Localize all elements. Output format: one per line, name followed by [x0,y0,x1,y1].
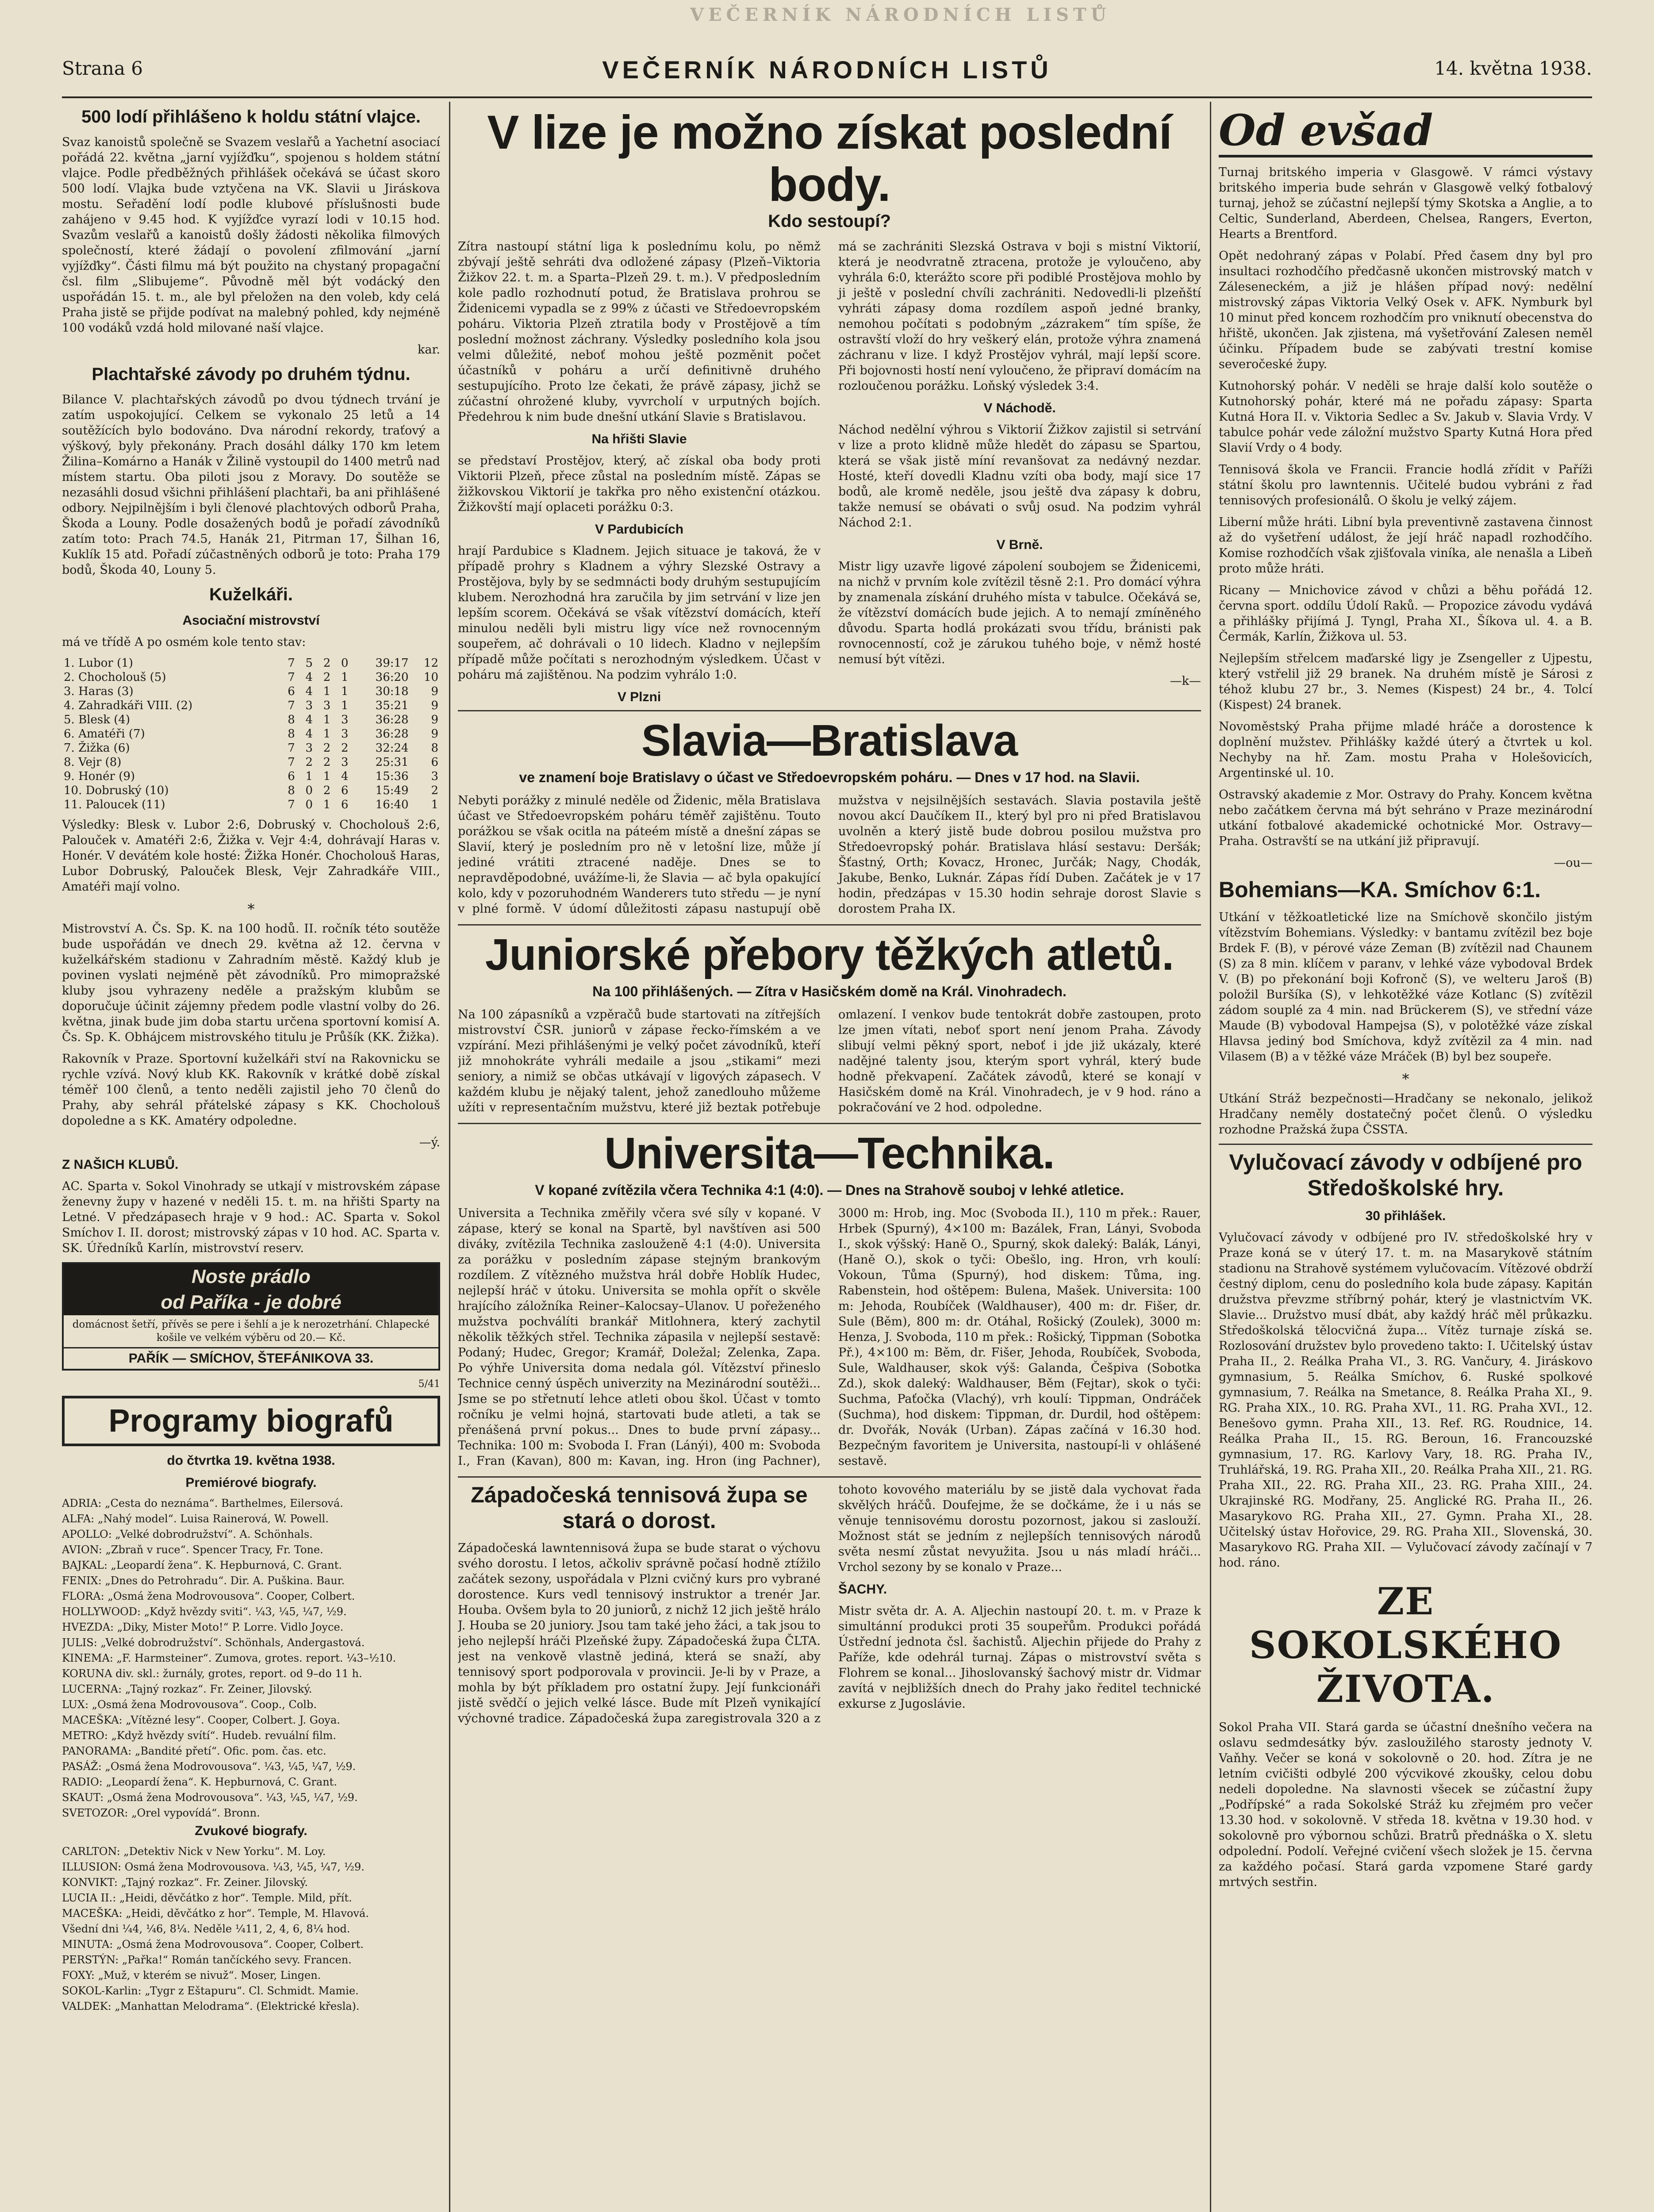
team-cell: 10. Dobruský (10) [64,784,169,797]
sokol-article: Sokol Praha VII. Stará garda se účastní dnešního večera na oslavu sedmdesátky býv. zasloužilého starosty jednoty V. Vaňhy. Večer se koná v sokolovně o 20. hod. Zítra je ne letním cvičišti odbylé 200 výcvikové zkoušky, celou dobu nedeli dopoledne. Na slavnosti všecek se zúčastní župy „Podřípské“ a rada Sokolské Stráž ku zřejmém pro večer 13.30 hod. v sokolovně. V středa 18. května v 19.30 hod. v sokolovně pro výbornou schůzi. Bratrů přednáška o X. sletu odpolední. Podolí. Veřejné cvičení všech složek je 15. června za každého počasí. Stará garda vzpomene Staré gardy mrtvých sestřin. [1219,1720,1593,1889]
news-ostrava-signature: —ou— [1554,856,1593,870]
stat-cell: 0 [305,784,313,797]
stat-cell: 8 [288,713,295,726]
archive-stamp: VEČERNÍK NÁRODNÍCH LISTŮ [690,4,1111,25]
universita-article: Universita a Technika změřily včera své síly v kopané. V zápase, který se konal na Spartě, byl navštíven asi 500 diváky, zvítězila Technika zaslouženě 4:1 (4:0). Universita za porážku v posledním zápase stejným brankovým rozdílem. Z vítězného mužstva hrál dobře Hoblík Hudec, nejlepší hráč v útoku. Universita se mohla opřít o skvěle hrajícího záložníka Reiner–Kalocsay–Ulanov. U pořeženého mužstva pochválíti brankář Mitlohnera, který zachytil několik těžkých střel. Technika zápasila v nejlepší sestavě: Podaný; Hudec, Gregor; Kramář, Doležal; Zelenka, Zapa. Po výhře Universita doma nedala gól. Vítězství přineslo Technice cenný úspěch univerzity na Mezinárodní soutěži... Jsme se po střetnutí lehce atleti obou škol. Účast v tomto ročníku je velmi hojná, startovati bude atleti, a tak se přenášená první pokus... Dnes to bude první zápasy... Technika: 100 m: Svoboda I. Fran (Lánýi), 400 m: Svoboda I., Fran (Kavan), 800 m: Kavan, ing. Hron (ing Pachner), 3000 m: Hrob, ing. Moc (Svoboda II.), 110 m přek.: Rauer, Hrbek (Spurný), 4×100 m: Bazálek, Fran, Lányi, Svoboda I., skok výšský: Haně O., Spurný, skok daleký: Balák, Lányi, (Haně O.), skok o tyči: Obešlo, ing. Hron, vrh koulí: Vokoun, Tůma (Spurný), hod diskem: Tůma, ing. Rabenstein, hod oštěpem: Bulena, Mašek. Universita: 100 m: Jehoda, Roubíček (Waldhauser), 400 m: dr. Fišer, dr. Sule (Běm), 800 m: dr. Otáhal, Rošický (Zoulek), 3000 m: Henza, J. Svoboda, 110 m přek.: Rošický, Tippman (Sobotka Př.), 4×100 m: Běm, dr. Fišer, Jehoda, Roubíček, Svoboda, Sule, Waldhauser, skok výš: Galanda, Češpiva (Sobotka Zd.), skok daleký: Waldhauser, Běm (Fejtar), skok o tyči: Suchma, Paťočka (Vlachý), vrh koulí: Tippman, Ondráček (Suchma), hod diskem: Tippman, dr. Durdil, hod oštěpem: dr. Dvořák, Novák (Urban). Zápas začíná v 16.30 hod. Bezpečným favoritem je Universita, nastoupí-li v ohlášené sestavě. [458,1206,1201,1468]
universita-deck: V kopané zvítězila včera Technika 4:1 (4:0). — Dnes na Strahově souboj v lehké atletice. [535,1182,1124,1198]
sokol-headline: ZE SOKOLSKÉHO ŽIVOTA. [1249,1579,1562,1711]
team-cell: 7. Žižka (6) [64,741,130,755]
stat-cell: 1 [323,727,331,741]
junior-headline: Juniorské přebory těžkých atletů. [485,930,1174,979]
cinema-entry: JULIS: „Velké dobrodružství“. Schönhals, Andergastová. [62,1636,365,1649]
standings-row [62,670,440,684]
stat-cell: 9 [431,685,438,698]
stat-cell: 6 [288,685,295,698]
team-cell: 9. Honér (9) [64,770,135,783]
stat-cell: 4 [341,770,349,783]
stat-cell: 7 [288,671,295,684]
right-column [1219,106,1593,2212]
stat-cell: 9 [431,713,438,726]
stat-cell: 6 [341,798,349,811]
left-column [62,106,440,2212]
stat-cell: 4 [305,671,313,684]
stat-cell: 2 [341,741,349,755]
league-headline: V lize je možno získat poslední body. [487,106,1172,211]
clubs-article: AC. Sparta v. Sokol Vinohrady se utkají v mistrovském zápase ženevny župy v hazené v neděli 15. t. m. na hřišti Sparty na Letné. V předzápasech hraje v 9 hod.: AC. Sparta v. Sokol Smíchov I. II. dorost; mistrovský zápas v 10 hod. AC. Sparta v. SK. Úředníků Karlín, mistrovství reserv. [62,1179,440,1255]
bowling-standings-table [62,656,440,812]
tennis-headline: Západočeská tennisová župa se stará o dorost. [471,1482,808,1533]
cinema-entry: FOXY: „Muž, v kterém se nivuž“. Moser, Lingen. [62,1969,321,1982]
boats-signature: kar. [418,343,440,357]
pardubice-heading: V Pardubicích [595,522,684,537]
cinema-entry: MACEŠKA: „Vítězné lesy“. Cooper, Colbert. J. Goya. [62,1714,340,1726]
stat-cell: 36:20 [375,671,409,684]
laundry-advert [62,1262,440,1371]
stat-cell: 2 [323,657,331,670]
team-cell: 6. Amatéři (7) [64,727,145,741]
advert-line-2: od Paříka - je dobré [64,1290,438,1315]
rakovnik-article: Rakovník v Praze. Sportovní kuželkáři ství na Rakovnicku se rychle vzívá. Nový klub KK. Rakovník v krátké době získal téměř 100 členů, a tento neděli zajistil jeho 70 členů do Prahy, aby sehrál přátelské zápasy s KK. Chocholouš dopoledne a s KK. Amatéry odpoledne. [62,1052,440,1128]
cinema-entry: PANORAMA: „Bandité přetí“. Ofic. pom. čas. etc. [62,1745,326,1757]
stat-cell: 3 [305,699,313,712]
standings-row [62,727,440,741]
stat-cell: 16:40 [375,798,409,811]
stat-cell: 1 [305,770,313,783]
cinema-entry: LUCIA II.: „Heidi, děvčátko z hor“. Temple. Mild, přít. [62,1892,352,1904]
stat-cell: 3 [323,699,331,712]
cinema-entry: APOLLO: „Velké dobrodružství“. A. Schönhals. [62,1528,313,1540]
stat-cell: 0 [341,657,349,670]
short-news-masthead: Od evšad [1219,106,1593,157]
stat-cell: 9 [431,727,438,741]
cinema-programs-banner: Programy biografů [62,1396,440,1446]
nachod-heading: V Náchodě. [983,401,1056,415]
stat-cell: 32:24 [375,741,409,755]
stat-cell: 30:18 [375,685,409,698]
hradcany-article: Utkání Stráž bezpečnosti—Hradčany se nekonalo, jelikož Hradčany neměly dostatečný počet členů. O výsledku rozhodne Pražská župa ČSSTA. [1219,1092,1593,1137]
cinema-entry: BAJKAL: „Leopardí žena“. K. Hepburnová, C. Grant. [62,1559,342,1571]
glider-headline: Plachtařské závody po druhém týdnu. [92,365,411,384]
stat-cell: 3 [341,727,349,741]
stat-cell: 5 [305,657,313,670]
stat-cell: 1 [341,685,349,698]
stat-cell: 2 [323,671,331,684]
section-rule [458,1123,1201,1124]
team-cell: 1. Lubor (1) [64,657,133,670]
stat-cell: 8 [288,727,295,741]
stat-cell: 7 [288,741,295,755]
boats-headline: 500 lodí přihlášeno k holdu státní vlajce. [81,107,421,127]
brno-article: Mistr ligy uzavře ligové zápolení soubojem se Židenicemi, na nichž v prvním kole zvítězil těsně 2:1. Pro domácí výhra by znamenala získání druhého místa v tabulce. Očekává se, že vítězství domácích bude jejich. A to nemají zmíněného důvodu. Sparta hodlá prokázati svou třídu, bránisti pak rovnocenností, což je zárukou tuhého boje, v němž hosté nemusí být vítězi. [838,560,1201,666]
masthead-rule [62,96,1592,98]
cinema-entry: RADIO: „Leopardí žena“. K. Hepburnová, C. Grant. [62,1776,337,1788]
cinema-entry: MINUTA: „Osmá žena Modrovousova“. Cooper, Colbert. [62,1938,364,1951]
volleyball-subhead: 30 přihlášek. [1365,1209,1446,1223]
premiere-cinema-list [62,1497,440,1820]
bowling-intro: má ve třídě A po osmém kole tento stav: [62,635,306,649]
stat-cell: 3 [341,713,349,726]
standings-row [62,755,440,769]
stat-cell: 7 [288,756,295,769]
stat-cell: 2 [323,784,331,797]
cinema-entry: CARLTON: „Detektiv Nick v New Yorku“. M. Loy. [62,1845,326,1858]
brno-heading: V Brně. [996,538,1043,552]
slavie-article: se představí Prostějov, který, ač získal oba body proti Viktorii Plzeň, přece zůstal na posledním místě. Zápas se žižkovskou Viktorií je takřka pro něho existenční otázkou. Žižkovští mají oplaceti porážku 0:3. [458,454,821,514]
stat-cell: 4 [305,685,313,698]
bowling-results: Výsledky: Blesk v. Lubor 2:6, Dobruský v. Chocholouš 2:6, Palouček v. Amatéři 2:6, Žižka v. Vejr 4:4, dohrávají Haras v. Honér. V devátém kole hosté: Žižka Honér. Chocholouš Haras, Lubor Dobruský, Palouček Blesk, Vejr Zahradkáře VIII., Amatéři mají volno. [62,818,440,894]
boats-article: Svaz kanoistů společně se Svazem veslařů a Yachetní asociací pořádá 22. května „jarní vyjížďku“, spojenou s holdem státní vlajce. Podle předběžných přihlášek očekává se účast skoro 500 lodí. Vlajka bude vztyčena na VK. Slavii u Jiráskova mostu. Seřadění lodí podle klubové příslušnosti bude zahájeno v 9.45 hod. K vyjížďce vyrazí lodi v 10.15 hod. Svazům veslařů a kanoistů došly žádosti několika filmových společností, které žádají o povolení zfilmování „jarní vyjížďky“. Části filmu má být použito na chystaný propagační čsl. film „Slibujeme“. Původně měl být vodácký den uspořádán 15. t. m., ale byl přeložen na den voleb, kdy celá Praha jistě se přijde podívat na malebný pohled, kdy nejméně 100 vodáků vzdá hold milované naší vlajce. [62,135,440,335]
news-hungarian-scorer: Nejlepším střelcem maďarské ligy je Zsengeller z Ujpestu, který vstřelil již 29 branek. Na druhém místě je Sárosi z téhož klubu 27 br., 3. Nemes (Kispest) 24 br., 4. Tolcí (Kispest) 24 branek. [1219,652,1593,712]
standings-row [62,741,440,755]
junior-article: Na 100 zápasníků a vzpěračů bude startovati na zítřejších mistrovství ČSR. juniorů v zápase řecko-římském a ve vzpírání. Mezi přihlášenými je velký počet závodníků, kteří již mnohokráte vyhráli medaile a jsou „stikami“ mezi seniory, a nimiž se občas utkávají v ligových zápasech. V každém klubu je nějaký talent, jehož zanedlouho můžeme užíti v representačním mužstvu, které již beztak potřebuje omlazení. I venkov bude tentokrát dobře zastoupen, proto lze jmen vítati, neboť sport není jenom Praha. Závody slibují velmi pěkný sport, neboť i jde již ukázaly, které nadějné talenty jsou, kterým sport vyhrál, který bude hodně překvapení. Začátek závodů, které se konají v Hasičském domě na Král. Vinohradech, je v 9 hod. ráno a pokračování ve 2 hod. odpoledne. [458,1008,1201,1114]
universita-headline: Universita—Technika. [604,1129,1055,1178]
stat-cell: 3 [305,741,313,755]
stat-cell: 1 [341,699,349,712]
volleyball-headline: Vylučovací závody v odbíjené pro Středoškolské hry. [1229,1150,1582,1200]
standings-row [62,783,440,798]
chess-article: Mistr světa dr. A. A. Aljechin nastoupí 20. t. m. v Praze k simultánní produkci proti 35 soupeřům. Produkci pořádá Ústřední jednota čsl. šachistů. Aljechin přijede do Prahy z Paříže, kde odehrál turnaj. Zápas o mistrovství světa s Flohrem se konal... Jihoslovanský šachový mistr dr. Vidmar zavítá v nejbližších dnech do Prahy jako ředitel technické exkurse z Jugoslávie. [838,1604,1201,1711]
standings-row [62,769,440,783]
issue-date: 14. května 1938. [1434,58,1592,79]
separator-star: * [247,901,255,918]
bowling-championship: Mistrovství A. Čs. Sp. K. na 100 hodů. II. ročník této soutěže bude uspořádán ve dnech 29. května až 12. června v kuželkářském stadionu v Zahradním městě. Každý klub je povinen vyslati nejméně pět závodníků. Pro mimopražské kluby jsou vyhrazeny neděle a pražským klubům se doporučuje účinit zájemny předem podle vlastní volby do 26. května, jinak bude jim doba startu určena sportovní komisí A. Čs. Sp. K. Obhájcem mistrovského titulu je Průšík (KK. Žižka). [62,922,440,1044]
standings-row [62,798,440,812]
cinema-entry: SVETOZOR: „Orel vypovídá“. Bronn. [62,1807,260,1819]
middle-column [458,106,1201,2212]
news-polabi: Opět nedohraný zápas v Polabí. Před časem dny byl pro insultaci rozhodčího předčasně ukončen mistrovský match v Záleseneckém, a již je hlášen případ nový: nedělní mistrovský zápas Viktoria Velký Osek v. AFK. Nymburk byl 10 minut před koncem rozhodčím pro vniknutí obecenstva do hřiště, ukončen. Jak zjistena, má vyšetřování Zalesen neměl účinku. Případem bude se zabývati trestní komise severočeské župy. [1219,249,1593,371]
news-kutnohorsky: Kutnohorský pohár. V neděli se hraje další kolo soutěže o Kutnohorský pohár, které má ne pořadu zápasy: Sparta Kutná Hora II. v. Viktoria Sedlec a Sv. Jakub v. Slavia Vrdy. V tabulce pohár vede záložní mužstvo Sparty Kutná Hora před Slavií Vrdy o 4 body. [1219,379,1593,455]
slavie-heading: Na hřišti Slavie [591,432,687,446]
slavia-deck: ve znamení boje Bratislavy o účast ve Středoevropském poháru. — Dnes v 17 hod. na Slavii. [519,769,1140,785]
stat-cell: 7 [288,657,295,670]
stat-cell: 8 [431,741,438,755]
plzen-heading: V Plzni [617,690,661,704]
league-subhead: Kdo sestoupí? [768,211,891,231]
team-cell: 2. Chocholouš (5) [64,671,166,684]
stat-cell: 4 [305,713,313,726]
advert-small-print: domácnost šetří, přívěs se pere i šehlí a je k nerozetrhání. Chlapecké košile ve velkém výběru od 20.— Kč. [72,1319,430,1344]
page-label: Strana 6 [62,58,143,79]
cinema-entry: PASÁŽ: „Osmá žena Modrovousova“. ¼3, ¼5, ¼7, ½9. [62,1760,356,1773]
bowling-headline: Kuželkáři. [209,585,293,604]
stat-cell: 9 [431,699,438,712]
separator-star: * [1402,1071,1409,1087]
bohemians-article: Utkání v těžkoatletické lize na Smíchově skončilo jistým vítězstvím Bohemians. Výsledky: v bantamu zvítězil bez boje Brdek F. (B), v pérové váze Zeman (B) zvítězil nad Chaunem (S) za 8 min. klíčem v paranv, v lehké váze vybodoval Brdek V. (B) po překonání boji Kofronč (S), ve welteru Jaroš (B) položil Buršíka (S), v lehkotěžké váze Kotlanc (S) zvítězil zádom souplé za 4 min. nad Brückerem (S), ve střední váze Maude (B) vybodoval Hampejsa (S), v polotěžké váze získal Hlavsa jediný bod Smíchova, když zvítězil za 4 min. nad Vilasem (B) a v těžké váze Mráček (B) byl bez soupeře. [1219,910,1593,1064]
standings-row [62,684,440,699]
cinema-entry: ALFA: „Nahý model“. Luisa Rainerová, W. Powell. [62,1513,329,1525]
stat-cell: 6 [288,770,295,783]
cinema-entry: LUCERNA: „Tajný rozkaz“. Fr. Zeiner, Jilovský. [62,1683,312,1695]
stat-cell: 3 [431,770,438,783]
cinema-entry: METRO: „Když hvězdy svítí“. Hudeb. revuální film. [62,1729,337,1742]
stat-cell: 15:36 [375,770,409,783]
column-divider-right [1210,102,1211,2212]
stat-cell: 7 [288,798,295,811]
cinema-entry: Všední dni ¼4, ¼6, 8¼. Neděle ¼11, 2, 4, 6, 8¼ hod. [62,1923,350,1935]
rakovnik-signature: —ý. [419,1136,440,1149]
team-cell: 5. Blesk (4) [64,713,130,726]
cinema-entry: ADRIA: „Cesta do neznáma“. Barthelmes, Eilersová. [62,1497,343,1509]
stat-cell: 6 [341,784,349,797]
cinema-entry: ILLUSION: Osmá žena Modrovousova. ¼3, ¼5, ¼7, ½9. [62,1861,365,1873]
plzen-article: má se zachrániti Slezská Ostrava v boji s mistní Viktorií, která je neodvratně ztracena, protože je vyloučeno, aby vyhrála 6:0, kterážto score při podiblé Prostějova mohlo by ji ještě v poslední chvíli zachrániti. Nedovedli-li plzeňští vyhráti zápasy doma rozdílem aspoň jedné branky, nemohou počítati s podobným „zázrakem“ tím spíše, že ostravští vloží do hry veškerý elán, protože výhra znamená záchranu v lize. I když Prostějov vyhrál, mají lepší score. Při bojovnosti hostí není vyloučeno, že připraví domácím na rozloučenou porážku. Loňský výsledek 3:4. [838,240,1201,393]
news-ostrava: Ostravský akademie z Mor. Ostravy do Prahy. Koncem května nebo začátkem června má být sehráno v Praze mezinárodní utkání fotbalové akademické ochotnické Mor. Ostravy—Praha. Ostravští se na utkání již připravují. [1219,788,1593,848]
pardubice-article: hrají Pardubice s Kladnem. Jejich situace je taková, že v případě prohry s Kladnem a výhry Slezské Ostravy a Prostějova, byly by se sedmnácti body druhým sestupujícím klubem. Nerozhodná hra zaručila by jim setrvání v lize jen lepším scorem. Očekává se však vítězství domácích, kteří minulou neděli byli mistru ligy více než rovnocenným soupeřem, ač dohrávali o 10 lidech. Kladno v nejlepším případě může počítati s nerozhodným výsledkem. Účast v poháru má zajištěnou. Na podzim vyhrálo 1:0. [458,544,821,682]
stat-cell: 1 [323,713,331,726]
paper-name: VEČERNÍK NÁRODNÍCH LISTŮ [602,56,1052,84]
sound-cinema-list [62,1845,440,2013]
sound-heading: Zvukové biografy. [195,1824,307,1838]
slavia-headline: Slavia—Bratislava [641,716,1018,765]
bohemians-headline: Bohemians—KA. Smíchov 6:1. [1219,877,1541,902]
cinema-entry: KINEMA: „F. Harmsteiner“. Zumova, grotes. report. ¼3–½10. [62,1652,396,1664]
volleyball-article: Vylučovací závody v odbíjené pro IV. středoškolské hry v Praze koná se v úterý 17. t. m. na Masarykově státním stadionu na Strahově systémem vylučovacím. Vítězové obdrží čestný diplom, cenu do posledního kola bude zápasy. Kapitán družstva převzme stříbrný pohár, který je vlastnictvím VK. Slavie... Družstvo musí dbát, aby každý hráč měl průkazku. Středoškolská tělocvičná župa... Vítěz turnaje získá se. Rozlosování družstev bylo provedeno takto: I. Učitelský ústav Praha II., 2. Reálka Praha VI., 3. RG. Vančury, 4. Jiráskovo gymnasium, 5. Reálka Smíchov, 6. Ruské spolkové gymnasium, 7. Reálka na Smetance, 8. Reálka Praha XI., 9. RG. Praha XIX., 10. RG. Praha XVI., 11. RG. Praha XVI., 12. Benešovo gymn. Praha XII., 13. Ref. RG. Roudnice, 14. Reálka Praha II., 15. RG. Beroun, 16. Francouzské gymnasium, 17. RG. Karlovy Vary, 18. RG. Praha IV., Truhlářská, 19. RG. Praha XII., 20. Reálka Praha XII., 21. RG. Praha XII., 22. RG. Praha XII., 23. RG. Praha XIII., 24. Ukrajinské RG. Modřany, 25. Anglické RG. Praha II., 26. Masarykovo RG. Praha XII., 27. Gymn. Praha XI., 28. Učitelský ústav Hořovice, 29. RG. Praha XII., Slovenská, 30. Masarykovo RG. Praha XII. — Vylučovací závody začínají v 7 hod. ráno. [1219,1231,1593,1570]
stat-cell: 36:28 [375,727,409,741]
masthead [62,31,1592,88]
cinema-entry: LUX: „Osmá žena Modrovousova“. Coop., Colb. [62,1698,317,1711]
stat-cell: 15:49 [375,784,409,797]
cinema-entry: HOLLYWOOD: „Když hvězdy sviti“. ¼3, ¼5, ¼7, ½9. [62,1605,347,1618]
cinema-entry: VALDEK: „Manhattan Melodrama“. (Elektrické křesla). [62,2000,360,2012]
cinema-entry: MACEŠKA: „Heidi, děvčátko z hor“. Temple, M. Hlavová. [62,1907,369,1920]
team-cell: 3. Haras (3) [64,685,134,698]
glider-article: Bilance V. plachtařských závodů po dvou týdnech trvání je zatím uspokojující. Celkem se vykonalo 25 letů a 14 soutěžících bylo bodováno. Dva národní rekordy, traťový a výškový, byly překonány. Prach dosáhl dálky 170 km letem Žilina–Komárno a Hanák v Žilině vystoupil do 1400 metrů nad místem startu. Oba piloti jsou z Moravy. Do soutěže se nezasáhli dosud všichni přihlášení plachtaři, ba ani přihlášené odbory. Nejpilnějším i byli členové plachtových odborů Praha, Škoda a Louny. Podle dosažených bodů je pořadí závodníků zatím toto: Prach 74.5, Hanák 21, Pitrman 17, Šilhan 16, Kuklík 15 atd. Pořadí zúčastněných odborů je toto: Praha 179 bodů, Škoda 40, Louny 5. [62,393,440,577]
premiere-heading: Premiérové biografy. [185,1475,317,1490]
stat-cell: 2 [431,784,438,797]
stat-cell: 0 [305,798,313,811]
advert-line-1: Noste prádlo [64,1264,438,1290]
cinema-entry: AVION: „Zbraň v ruce“. Spencer Tracy, Fr. Tone. [62,1544,323,1556]
stat-cell: 2 [323,756,331,769]
news-tennis-school: Tennisová škola ve Francii. Francie hodlá zřídit v Paříži státní školu pro lawntennis. Učitelé budou vybráni z řad tennisových profesionálů. O školu je velký zájem. [1219,463,1593,507]
league-intro: Zítra nastoupí státní liga k poslednímu kolu, po němž zbývají ještě sehráti dva odložené zápasy (Plzeň–Viktoria Žižkov 22. t. m. a Sparta–Plzeň 29. t. m.). V předposledním kole padlo rozhodnutí potud, že Bratislava prohrou se Židenicemi vypadla se z 99% z účasti ve Středoevropském poháru. Viktoria Plzeň ztratila body v Prostějově a tím poslední možnost záchrany. Výsledky posledního kola jsou velmi důležité, neboť mohou ještě pozměnit počet účastníků v poháru a určí definitivně druhého sestupujícího. Proto lze čekati, že právě zápasy, jichž se zúčastní ohrožené kluby, vyvrcholí v urputných bojích. Předehrou k nim bude dnešní utkání Slavie s Bratislavou. [458,240,821,424]
standings-row [62,656,440,670]
team-cell: 11. Paloucek (11) [64,798,165,811]
stat-cell: 2 [305,756,313,769]
stat-cell: 1 [323,685,331,698]
tennis-article: Západočeská lawntennisová župa se bude starat o výchovu svého dorostu. I letos, ačkoliv správně počasí hodně ztížilo začátek sezony, uspořádala v Plzni cvičný kurs pro vybrané dorostence. Kurs vedl tennisový instruktor a trenér Jar. Houba. Ovšem byla to 20 juniorů, z nichž 12 jich ještě hrálo J. Houba se 20 juniory. Jsou tam také jeho žáci, a tak jsou to jeho nejlepší hráči Plzeňské župy. Západočeská župa ČLTA. jest na venkově vlastně jediná, která se snaží, aby tennisový sport podporovala v provincii. Je-li by v Praze, a mohla by být příkladem pro ostatní župy. Její funkcionáři jistě svědčí o jejich velké lásce. Bude mít Plzeň vynikající výchovné tradice. Západočeská župa zaregistrovala 320 a z tohoto kovového materiálu by se jistě dala vychovat řada skvělých hráčů. Doufejme, že se dočkáme, že i u nás se věnuje tennisovému dorostu pozornost, jakou si zaslouží. Možnost stát se jedním z nejlepších tennisových národů světa nesmí zůstat nevyužita. Jsou u nás mladí hráči... Vrchol sezony by se konalo v Praze... [458,1483,1201,1725]
stat-cell: 6 [431,756,438,769]
cinema-entry: PERSTÝN: „Pařka!“ Román tančíckého sevy. Francen. [62,1954,352,1966]
stat-cell: 1 [341,671,349,684]
stat-cell: 1 [323,798,331,811]
section-rule [1219,1144,1593,1145]
cinema-entry: SOKOL-Karlin: „Tygr z Eštapuru“. Cl. Schmidt. Mamie. [62,1985,359,1997]
stat-cell: 8 [288,784,295,797]
section-rule [458,710,1201,711]
stat-cell: 4 [305,727,313,741]
advert-address: PAŘÍK — SMÍCHOV, ŠTEFÁNIKOVA 33. [64,1347,438,1369]
cinema-entry: FLORA: „Osmá žena Modrovousova“. Cooper, Colbert. [62,1590,355,1602]
stat-cell: 1 [431,798,438,811]
stat-cell: 12 [423,657,438,670]
cinema-date: do čtvrtka 19. května 1938. [167,1453,335,1468]
stat-cell: 7 [288,699,295,712]
stat-cell: 2 [323,741,331,755]
brno-signature: —k— [1170,674,1201,688]
stat-cell: 10 [423,671,438,684]
nachod-article: Náchod nedělní výhrou s Viktorií Žižkov zajistil si setrvání v lize a proto klidně může hledět do zápasu se Spartou, která se však jistě míní revanšovat za nedávný nezdar. Hosté, kteří dovedli Kladnu vzíti oba body, mají sice 17 bodů, ale kromě neděle, jsou ještě dva zápasy k dobru, takže nemusí se obávati o svůj osud. Na podzim vyhrál Náchod 2:1. [838,423,1201,530]
news-novomestsky: Novoměstský Praha přijme mladé hráče a dorostence k doplnění mužstev. Přihlášky každé úterý a čtvrtek u kol. Nechyby na hř. Zam. mostu Praha v Holešovicích, Argentinské ul. 10. [1219,720,1593,780]
cinema-entry: KORUNA div. skl.: žurnály, grotes, report. od 9–do 11 h. [62,1667,362,1680]
section-rule [458,1476,1201,1478]
chess-heading: ŠACHY. [838,1582,887,1597]
standings-row [62,699,440,713]
junior-deck: Na 100 přihlášených. — Zítra v Hasičském domě na Král. Vinohradech. [592,983,1067,999]
cinema-entry: HVEZDA: „Diky, Mister Moto!“ P. Lorre. Vidlo Joyce. [62,1621,344,1633]
stat-cell: 3 [341,756,349,769]
news-glasgow: Turnaj britského imperia v Glasgowě. V rámci výstavy britského imperia bude sehrán v Glasgowě velký fotbalový turnaj, jehož se zúčastní nejlepší týmy Skotska a Anglie, a to Celtic, Sunderland, Aberdeen, Chelsea, Rangers, Everton, Hearts a Brentford. [1219,165,1593,241]
clubs-heading: Z NAŠICH KLUBŮ. [62,1157,179,1172]
league-article [458,239,1201,706]
cinema-entry: SKAUT: „Osmá žena Modrovousova“. ¼3, ¼5, ¼7, ½9. [62,1791,358,1804]
standings-row [62,713,440,727]
cinema-entry: FENIX: „Dnes do Petrohradu“. Dir. A. Puškina. Baur. [62,1575,345,1587]
news-ricany: Ricany — Mnichovice závod v chůzi a běhu pořádá 12. června sport. oddílu Údolí Raků. — Propozice závodu vydává a přihlášky přijímá J. Tyngl, Praha XI., Šíkova ul. 4. a B. Čermák, Karlín, Žižkova ul. 53. [1219,584,1593,644]
stat-cell: 36:28 [375,713,409,726]
advert-code: 5/41 [418,1379,440,1390]
column-divider-left [449,102,450,2212]
cinema-entry: KONVIKT: „Tajný rozkaz“. Fr. Zeiner. Jilovský. [62,1876,308,1889]
stat-cell: 1 [323,770,331,783]
bowling-subhead: Asociační mistrovství [182,613,320,628]
stat-cell: 39:17 [375,657,409,670]
stat-cell: 25:31 [375,756,409,769]
stat-cell: 35:21 [375,699,409,712]
slavia-article: Nebyti porážky z minulé neděle od Židenic, měla Bratislava účast ve Středoevropském poháru téměř zajištěnu. Touto porážkou se však ocitla na páteém místě a dnešní zápas se Slavií, který je posledním pro ně v letošní lize, může jí jediné vrátiti ztracené naděje. Dnes se to nepravděpodobné, uvážíme-li, že Slavia — ač byla opakující kolo, kdy v pozoruhodném Wanderers tuto středu — je nyní v plné formě. V údomí důležitosti zápasu nastupují obě mužstva v nejsilnějších sestavách. Slavia postavila ještě novou akcí Daučíkem II., který byl pro ni před Bratislavou uvolněn a který jistě bude dobrou posilou mužstva pro Středoevropský pohár. Bratislava hlásí sestavu: Deršák; Šťastný, Orth; Kovacz, Hronec, Jurčák; Nagy, Chodák, Jakube, Benko, Luknár. Zápas řídí Duben. Začátek je v 17 hodin, předzápas v 15.30 hodin sehraje dorost Slavie s dorostem Praha IX. [458,794,1201,916]
news-liben: Liberní může hráti. Libní byla preventivně zastavena činnost až do vyšetření událost, že její hráč napadl rozhodčího. Komise rozhodčích však zjišťovala viníka, ale nenašla a Libeň proto může hráti. [1219,515,1593,576]
section-rule [458,924,1201,926]
team-cell: 8. Vejr (8) [64,756,122,769]
team-cell: 4. Zahradkáři VIII. (2) [64,699,193,712]
